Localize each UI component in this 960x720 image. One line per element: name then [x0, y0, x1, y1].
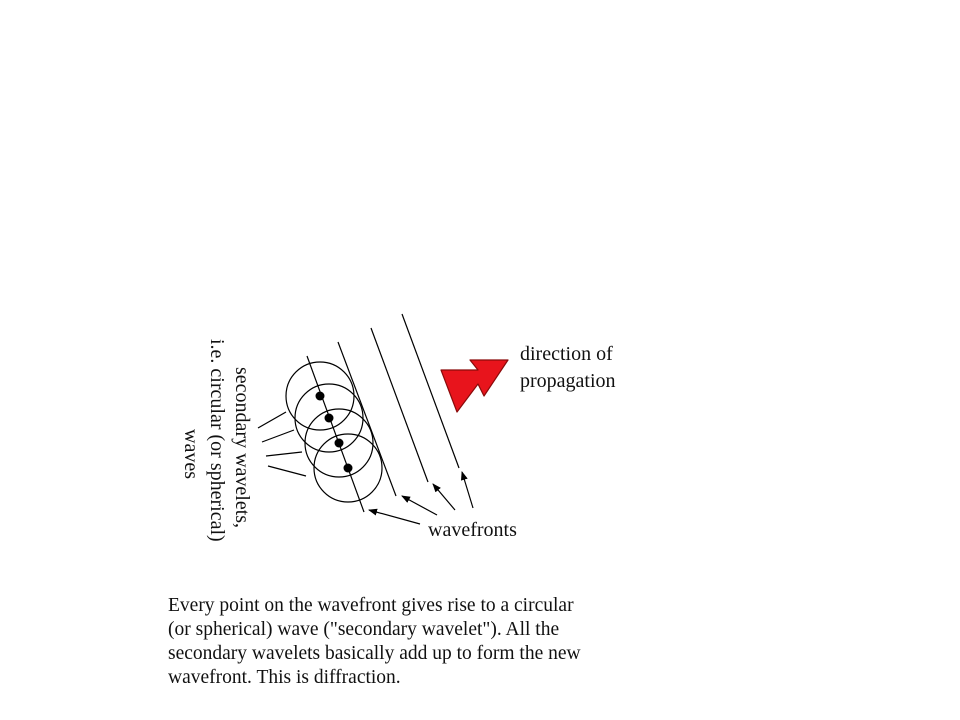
leader-line: [262, 430, 294, 442]
wavefront-line: [307, 356, 364, 512]
wavelets-label-line-2: i.e. circular (or spherical): [206, 339, 228, 542]
caption-line: secondary wavelets basically add up to form the new: [168, 643, 581, 664]
source-points: [316, 392, 353, 473]
secondary-wavelets: [286, 362, 382, 502]
wavelets-label-line-1: secondary wavelets,: [231, 367, 253, 529]
wavefront-line: [338, 342, 396, 496]
pointer-arrow: [369, 510, 420, 524]
wavelets-label-line-3: waves: [180, 429, 202, 479]
wavefront-lines: [307, 314, 459, 512]
direction-label: [520, 343, 618, 392]
caption-paragraph: [168, 594, 638, 690]
leader-line: [268, 466, 306, 476]
source-point: [316, 392, 325, 401]
wavefront-pointer-arrows: [369, 472, 473, 524]
leader-line: [266, 452, 302, 456]
caption-line: Every point on the wavefront gives rise to a circular: [168, 595, 574, 616]
leader-line: [258, 412, 286, 428]
pointer-arrow: [433, 484, 455, 510]
wavelets-label: [180, 339, 253, 542]
wavelet-leader-lines: [258, 412, 306, 476]
caption-line: (or spherical) wave ("secondary wavelet"). All the: [168, 619, 560, 640]
propagation-arrow-icon: [441, 360, 508, 412]
direction-label-line-2: propagation: [520, 370, 616, 392]
wavefront-line: [371, 328, 428, 482]
direction-label-line-1: direction of: [520, 343, 613, 365]
wavefronts-label: wavefronts: [428, 519, 517, 541]
caption-line: wavefront. This is diffraction.: [168, 667, 401, 688]
source-point: [344, 464, 353, 473]
pointer-arrow: [402, 496, 437, 515]
pointer-arrow: [462, 472, 473, 508]
source-point: [335, 439, 344, 448]
source-point: [325, 414, 334, 423]
